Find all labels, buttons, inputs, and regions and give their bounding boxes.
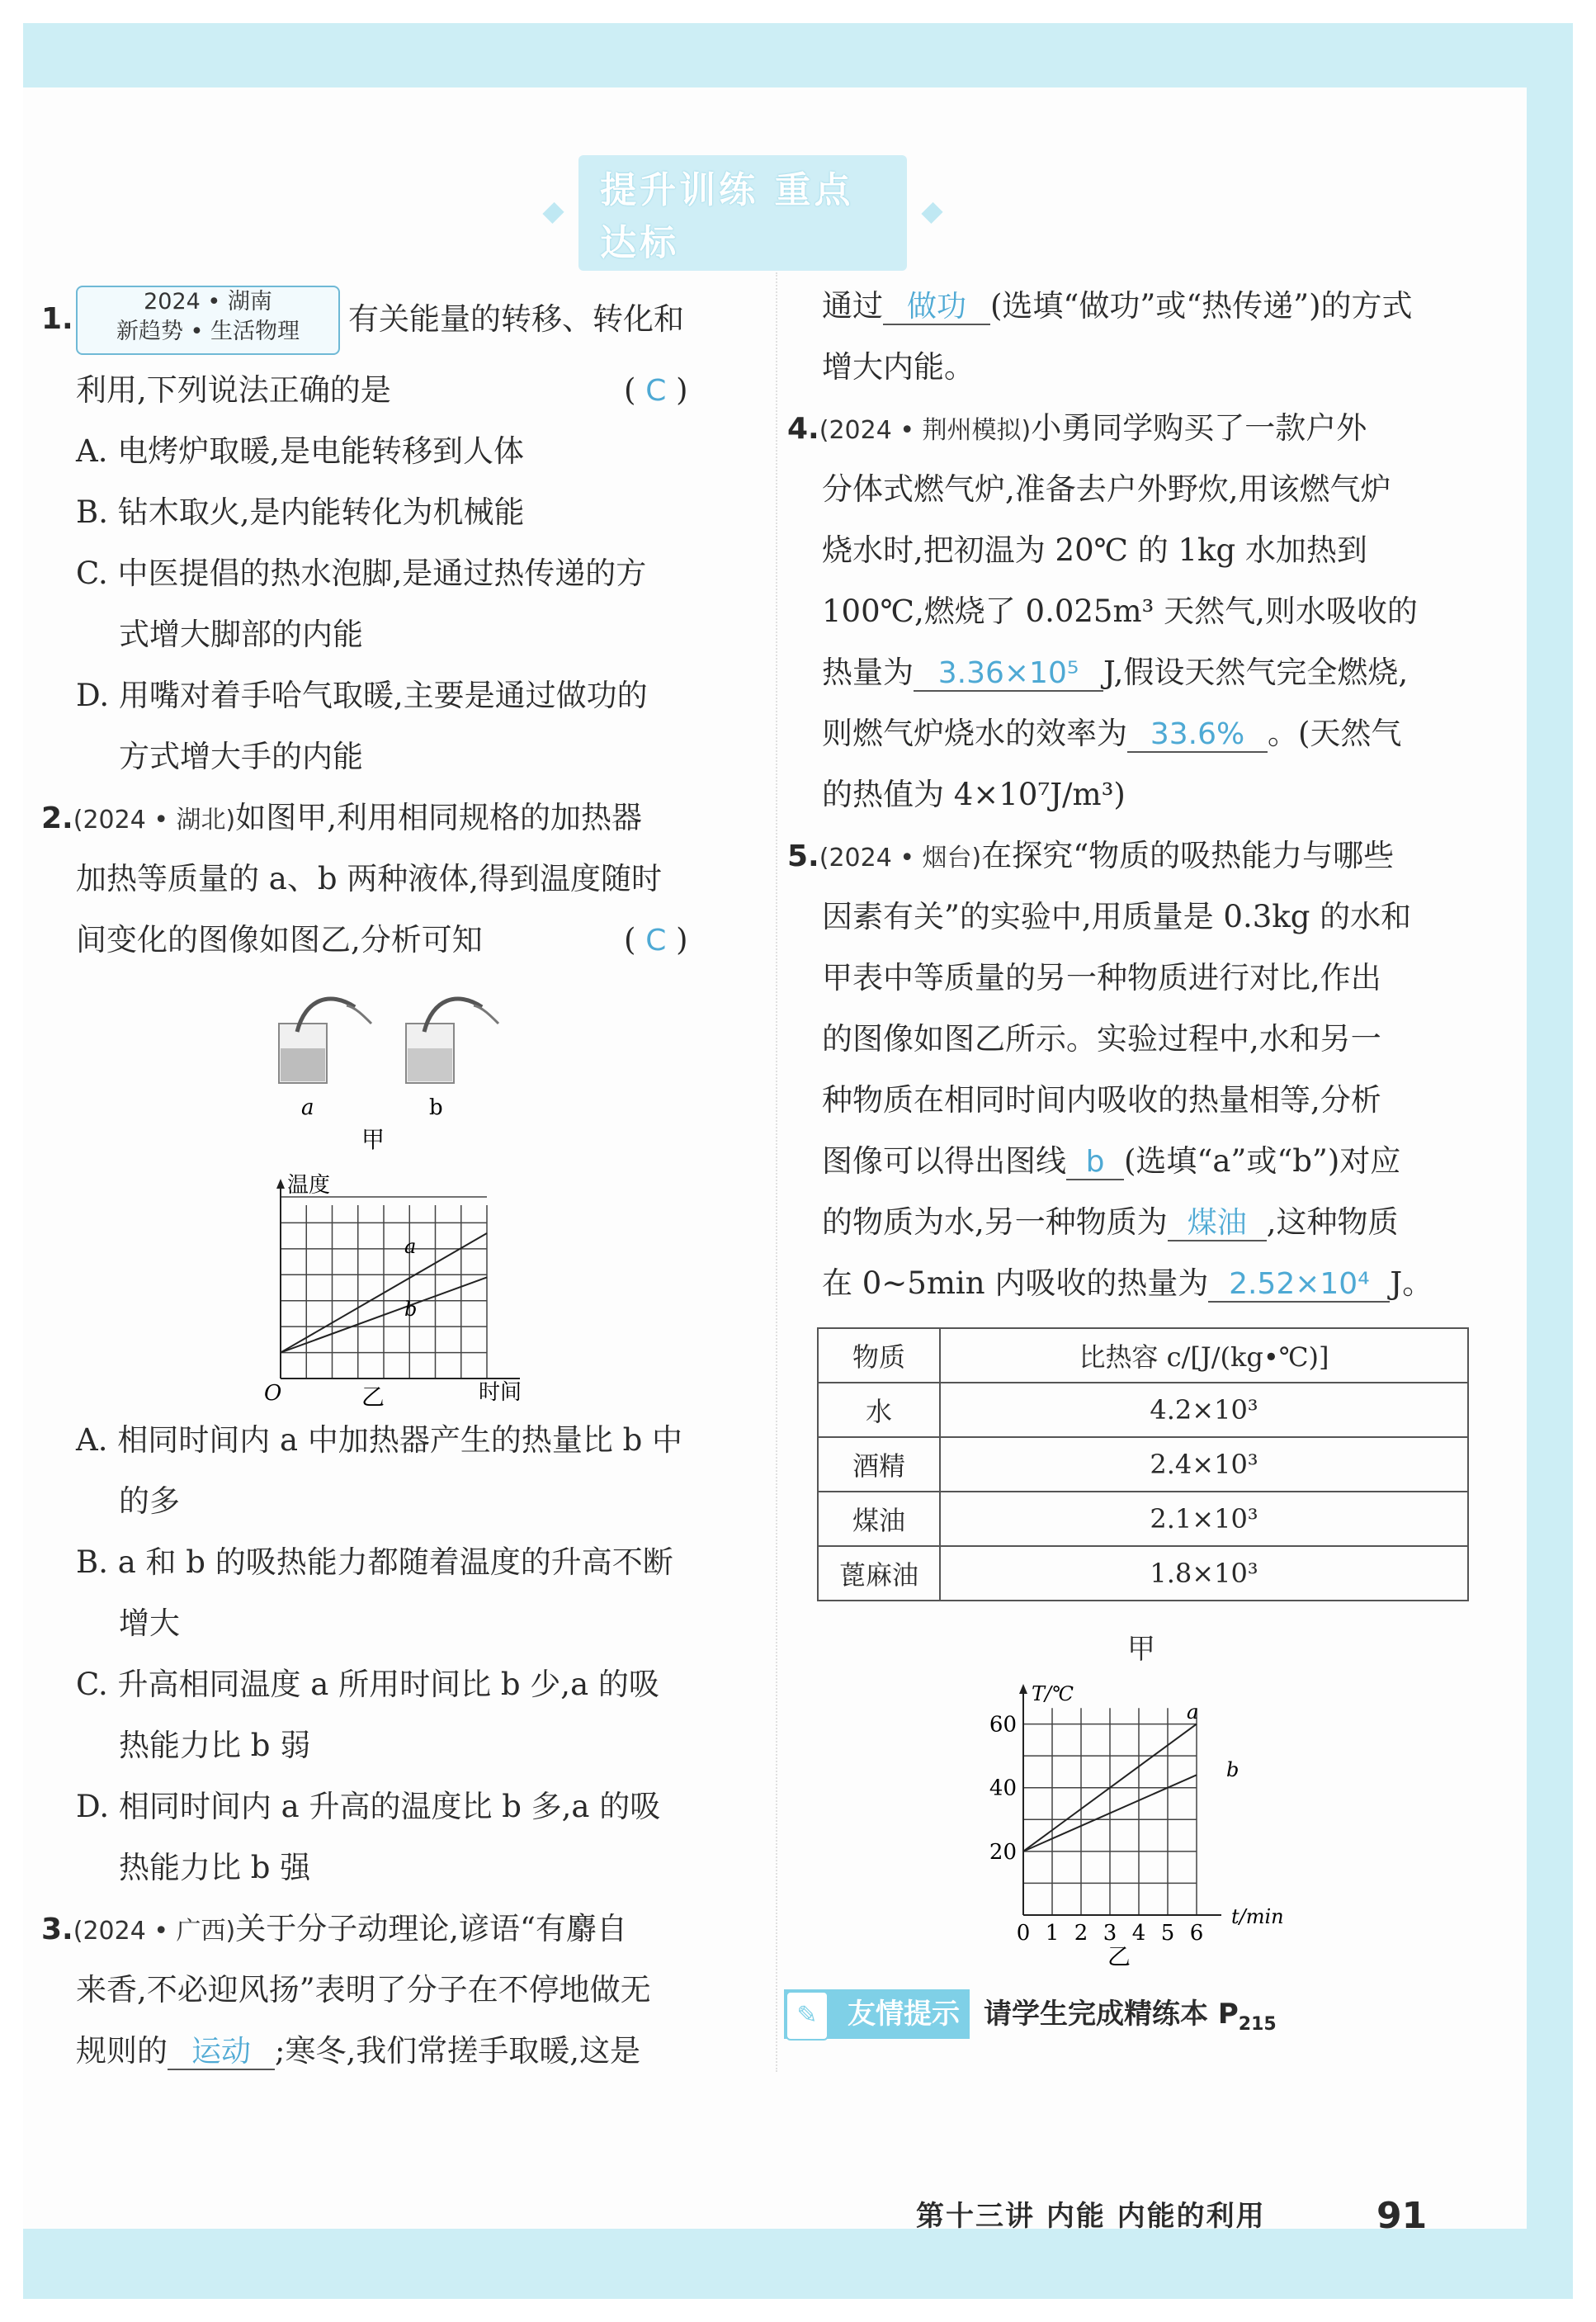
q1-option-d-2: 方式增大手的内能 (119, 739, 363, 774)
q3-text-5: 增大内能。 (822, 349, 975, 385)
q2-fig-label-b: b (429, 1095, 443, 1120)
hint-text (984, 1984, 1277, 2055)
q5-graph-grid (1023, 1708, 1197, 1915)
q4-text-3: 烧水时,把初温为 20℃ 的 1kg 水加热到 (822, 532, 1367, 568)
x-tick-label: 0 (1016, 1921, 1031, 1946)
q2-graph-label-a: a (404, 1235, 417, 1258)
q1-option-c-2: 式增大脚部的内能 (119, 617, 363, 652)
q3-line4 (822, 276, 1413, 337)
q1-option-d-1: D. 用嘴对着手哈气取暖,主要是通过做功的 (76, 678, 648, 713)
q2-number: 2. (41, 802, 73, 835)
q2-fig2-caption: 乙 (361, 1383, 385, 1411)
bottom-color-band (23, 2229, 1573, 2299)
q5-text-2: 因素有关”的实验中,用质量是 0.3kg 的水和 (822, 899, 1412, 934)
q5-graph-y-arrow-icon (1019, 1684, 1027, 1694)
q2-option-d-1: D. 相同时间内 a 升高的温度比 b 多,a 的吸 (76, 1789, 661, 1824)
beaker-a-icon (279, 999, 371, 1083)
q3-text-3-post: ;寒冬,我们常搓手取暖,这是 (275, 2033, 640, 2069)
q5-table-caption: 甲 (1127, 1633, 1155, 1666)
q5-specific-heat-table (817, 1327, 1469, 1601)
q4-text-6-post: 。(天然气 (1268, 716, 1402, 751)
table-cell-substance: 蓖麻油 (818, 1546, 940, 1601)
q2-option-b-2: 增大 (119, 1606, 180, 1641)
table-header-row (818, 1328, 1468, 1383)
q5-graph-label-a: a (1187, 1700, 1199, 1724)
hint-text-sub: 215 (1238, 2013, 1277, 2035)
q5-answer-3: 2.52×10⁴ (1208, 1268, 1390, 1303)
table-cell-value: 2.1×10³ (940, 1492, 1468, 1546)
q4-answer-2: 33.6% (1127, 718, 1268, 753)
table-header-cell: 物质 (818, 1328, 940, 1383)
q2-answer-bracket: ( C ) (624, 922, 688, 958)
hint-badge: 友情提示 (784, 1989, 970, 2039)
q5-text-7-pre: 的物质为水,另一种物质为 (822, 1204, 1168, 1240)
q5-graph (974, 1676, 1320, 1973)
q4-text-5-pre: 热量为 (822, 655, 914, 690)
q3-source: (2024 • 广西) (73, 1917, 236, 1946)
x-tick-label: 1 (1045, 1921, 1060, 1946)
q5-answer-2: 煤油 (1168, 1207, 1267, 1241)
q4-text-6-pre: 则燃气炉烧水的效率为 (822, 716, 1127, 751)
table-header-cell: 比热容 c/[J/(kg•℃)] (940, 1328, 1468, 1383)
q2-graph-origin: O (264, 1381, 282, 1406)
table-cell-value: 4.2×10³ (940, 1383, 1468, 1437)
q2-fig-beakers (264, 982, 545, 1156)
q3-number: 3. (41, 1913, 73, 1946)
q2-line1 (41, 787, 642, 851)
table-cell-value: 2.4×10³ (940, 1437, 1468, 1492)
diamond-icon (542, 202, 564, 224)
diamond-icon (921, 202, 942, 224)
table-cell-substance: 酒精 (818, 1437, 940, 1492)
q5-text-1: 在探究“物质的吸热能力与哪些 (981, 838, 1395, 873)
q3-line3 (76, 2021, 640, 2082)
hint-text-main: 请学生完成精练本 P (984, 1998, 1239, 2031)
q3-answer-1: 运动 (168, 2036, 275, 2070)
q5-text-7-post: ,这种物质 (1266, 1204, 1399, 1240)
q1-number: 1. (41, 302, 73, 336)
q4-line6 (822, 703, 1401, 764)
q5-graph-x-ticks (1017, 1921, 1204, 1946)
table-row (818, 1437, 1468, 1492)
q2-fig1-caption: 甲 (361, 1126, 385, 1153)
beaker-b-icon (406, 999, 498, 1083)
q4-source: (2024 • 荆州模拟) (819, 416, 1032, 445)
q1-source-tag (76, 286, 340, 355)
q2-graph-label-b: b (404, 1298, 418, 1321)
q2-answer: C (645, 924, 667, 958)
q2-option-b-1: B. a 和 b 的吸热能力都随着温度的升高不断 (76, 1544, 673, 1580)
q4-text-4: 100℃,燃烧了 0.025m³ 天然气,则水吸收的 (822, 594, 1418, 629)
q2-graph (256, 1172, 536, 1412)
q5-graph-xlabel: t/min (1231, 1905, 1284, 1928)
q4-text-7: 的热值为 4×10⁷J/m³) (822, 777, 1126, 812)
y-tick-label: 40 (989, 1776, 1017, 1801)
q3-text-1: 关于分子动理论,谚语“有麝自 (235, 1911, 627, 1946)
banner-title: 提升训练 重点达标 (578, 155, 907, 271)
x-tick-label: 6 (1189, 1921, 1204, 1946)
q4-text-1: 小勇同学购买了一款户外 (1031, 410, 1367, 446)
q2-graph-y-arrow-icon (276, 1179, 285, 1189)
q2-graph-xlabel: 时间 (479, 1380, 522, 1405)
table-cell-value: 1.8×10³ (940, 1546, 1468, 1601)
q3-answer-2: 做功 (883, 291, 990, 325)
q2-option-a-1: A. 相同时间内 a 中加热器产生的热量比 b 中 (76, 1422, 683, 1458)
q1-tag-line1: 2024 • 湖南 (144, 289, 272, 314)
q5-graph-label-b: b (1226, 1758, 1239, 1781)
footer-chapter: 第十三讲 内能 内能的利用 (916, 2200, 1266, 2233)
q5-text-8-post: J。 (1390, 1265, 1433, 1301)
q4-text-2: 分体式燃气炉,准备去户外野炊,用该燃气炉 (822, 471, 1391, 507)
x-tick-label: 3 (1103, 1921, 1117, 1946)
page-number: 91 (1376, 2195, 1428, 2237)
q2-fig-label-a: a (301, 1095, 314, 1120)
q3-line1 (41, 1899, 627, 1962)
q3-text-3-pre: 规则的 (76, 2033, 168, 2069)
q3-text-2: 来香,不必迎风扬”表明了分子在不停地做无 (76, 1972, 651, 2008)
q2-option-c-1: C. 升高相同温度 a 所用时间比 b 少,a 的吸 (76, 1667, 659, 1702)
q3-text-4-post: (选填“做功”或“热传递”)的方式 (990, 288, 1413, 324)
section-banner (528, 169, 957, 264)
q5-text-5: 种物质在相同时间内吸收的热量相等,分析 (822, 1082, 1381, 1118)
q5-text-6-pre: 图像可以得出图线 (822, 1143, 1066, 1179)
q1-option-c-1: C. 中医提倡的热水泡脚,是通过热传递的方 (76, 556, 647, 591)
table-cell-substance: 煤油 (818, 1492, 940, 1546)
q2-stem-1: 如图甲,利用相同规格的加热器 (235, 800, 643, 835)
q5-text-4: 的图像如图乙所示。实验过程中,水和另一 (822, 1021, 1381, 1057)
x-tick-label: 5 (1160, 1921, 1175, 1946)
q5-number: 5. (787, 839, 819, 873)
q1-option-b: B. 钻木取火,是内能转化为机械能 (76, 494, 525, 530)
hint-book-icon: ✎ (786, 1991, 829, 2041)
q1-stem-1: 有关能量的转移、转化和 (348, 301, 684, 337)
q1-stem-2: 利用,下列说法正确的是 (76, 372, 391, 408)
q5-answer-1: b (1066, 1146, 1124, 1180)
y-tick-label: 20 (989, 1839, 1017, 1865)
q5-fig-caption: 乙 (1107, 1943, 1131, 1970)
table-row (818, 1383, 1468, 1437)
q2-option-c-2: 热能力比 b 弱 (119, 1728, 311, 1763)
q4-line1 (787, 398, 1367, 461)
q4-answer-1: 3.36×10⁵ (914, 657, 1103, 692)
q5-text-6-post: (选填“a”或“b”)对应 (1124, 1143, 1401, 1179)
q1-option-a: A. 电烤炉取暖,是电能转移到人体 (76, 433, 525, 469)
q5-graph-ylabel: T/℃ (1032, 1682, 1074, 1705)
q2-source: (2024 • 湖北) (73, 806, 236, 835)
q1-tag-line2: 新趋势 • 生活物理 (116, 319, 300, 344)
q1-answer-bracket: ( C ) (624, 372, 688, 408)
q2-stem-3: 间变化的图像如图乙,分析可知 (76, 922, 483, 958)
x-tick-label: 2 (1074, 1921, 1088, 1946)
q4-text-5-post: J,假设天然气完全燃烧, (1103, 655, 1409, 690)
q4-number: 4. (787, 412, 819, 446)
top-color-band (23, 23, 1573, 87)
q3-text-4-pre: 通过 (822, 288, 883, 324)
q1-answer: C (645, 374, 667, 408)
table-row (818, 1492, 1468, 1546)
q5-text-8-pre: 在 0~5min 内吸收的热量为 (822, 1265, 1209, 1301)
y-tick-label: 60 (989, 1712, 1017, 1738)
table-row (818, 1546, 1468, 1601)
q5-line8 (822, 1253, 1433, 1314)
q5-source: (2024 • 烟台) (819, 844, 982, 873)
q5-line6 (822, 1131, 1400, 1192)
q2-graph-ylabel: 温度 (287, 1173, 331, 1198)
q5-graph-y-ticks (989, 1713, 1017, 1865)
q5-line1 (787, 825, 1394, 889)
x-tick-label: 4 (1131, 1921, 1146, 1946)
q2-graph-grid (281, 1197, 487, 1379)
q2-option-a-2: 的多 (119, 1483, 180, 1519)
q5-line7 (822, 1192, 1399, 1253)
q4-line5 (822, 642, 1408, 703)
q2-option-d-2: 热能力比 b 强 (119, 1850, 311, 1885)
column-divider (776, 272, 778, 2072)
q2-stem-2: 加热等质量的 a、b 两种液体,得到温度随时 (76, 861, 663, 896)
right-color-band (1527, 23, 1573, 2252)
table-cell-substance: 水 (818, 1383, 940, 1437)
q5-text-3: 甲表中等质量的另一种物质进行对比,作出 (822, 960, 1381, 995)
